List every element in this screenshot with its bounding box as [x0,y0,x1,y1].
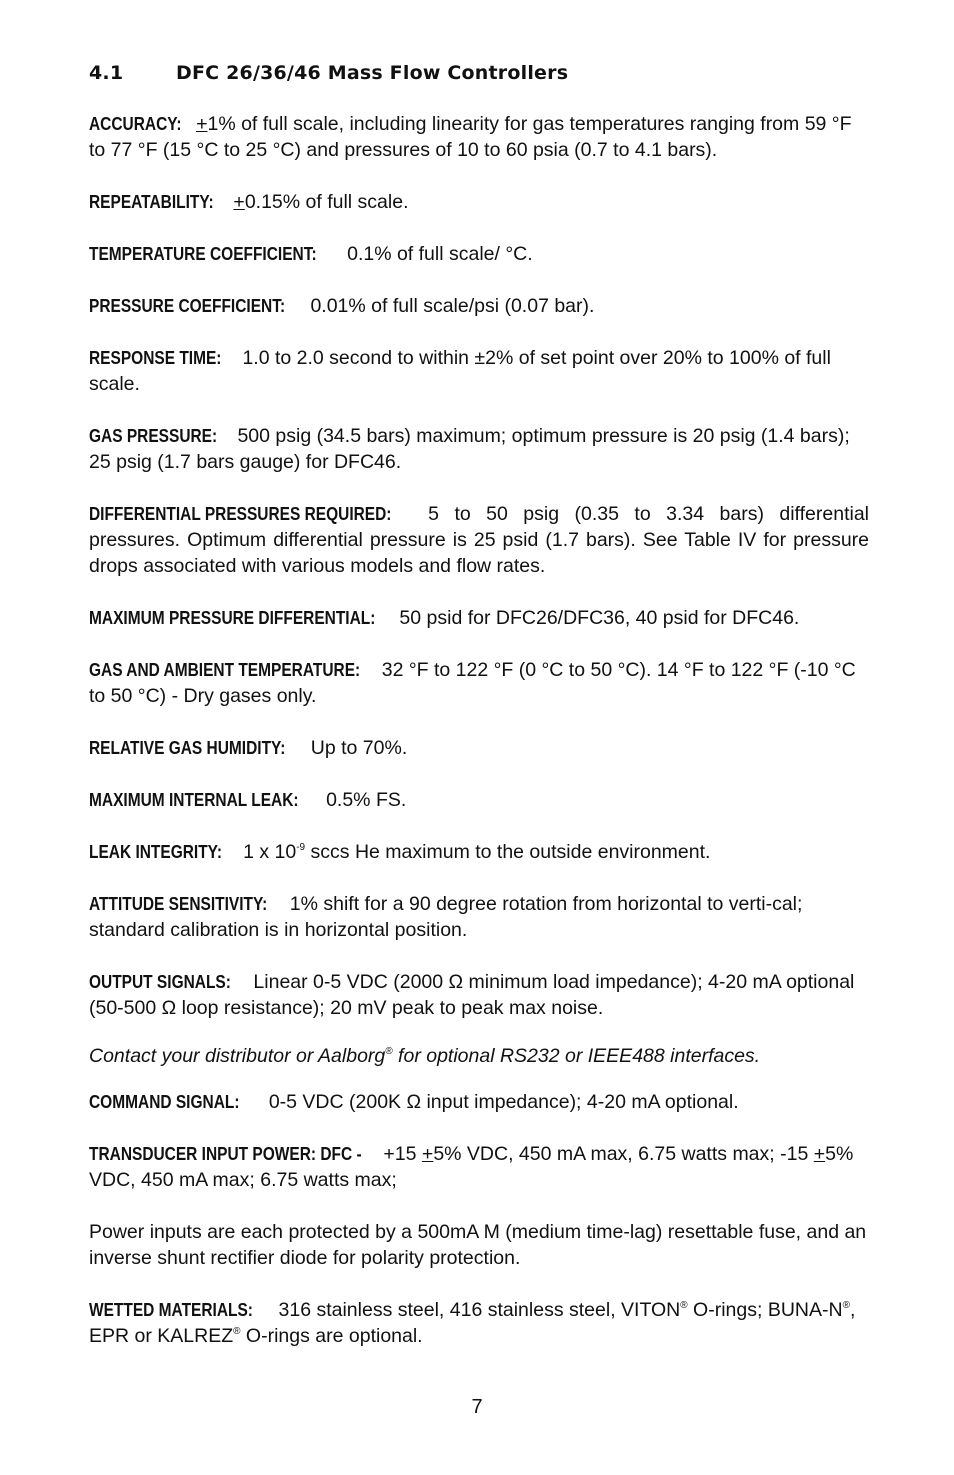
spec-value: 0.1% of full scale/ °C. [347,243,533,265]
spec-value: 5 to 50 psig (0.35 to 3.34 bars) differential pressures. Optimum differential pressure is 25 psid (1.7 bars). See Table IV for pressure drops associated with various models and flow rates. [89,503,869,577]
spec-wetted-materials [89,1297,869,1349]
spec-label: GAS AND AMBIENT TEMPERATURE: [89,660,361,680]
spec-label: RESPONSE TIME: [89,348,222,368]
spec-value: 1.0 to 2.0 second to within ±2% of set point over 20% to 100% of full scale. [89,347,831,395]
plus-minus-symbol: + [233,191,245,213]
spec-repeatability [89,189,869,215]
spec-value: 0-5 VDC (200K Ω input impedance); 4-20 mA optional. [268,1091,739,1113]
spec-value: 5% VDC, 450 mA max, 6.75 watts max; -15 [433,1143,814,1165]
spec-accuracy [89,111,869,163]
spec-transducer-input-power [89,1141,869,1193]
spec-value: , EPR or KALREZ [89,1299,856,1347]
registered-mark: ® [385,1046,393,1057]
plus-minus-symbol: + [421,1143,434,1165]
spec-label: WETTED MATERIALS: [89,1300,253,1320]
spec-value: 32 °F to 122 °F (0 °C to 50 °C). 14 °F to 122 °F (-10 °C to 50 °C) - Dry gases only. [89,659,856,707]
spec-label: ATTITUDE SENSITIVITY: [89,894,268,914]
spec-value: O-rings; BUNA-N [687,1299,843,1321]
spec-label: ACCURACY: [89,114,182,134]
spec-maximum-pressure-differential [89,605,869,631]
spec-response-time [89,345,869,397]
spec-gas-and-ambient-temperature [89,657,869,709]
spec-value: 0.5% FS. [326,789,407,811]
spec-label: GAS PRESSURE: [89,426,218,446]
spec-label: OUTPUT SIGNALS: [89,972,231,992]
spec-label: MAXIMUM PRESSURE DIFFERENTIAL: [89,608,376,628]
section-title: DFC 26/36/46 Mass Flow Controllers [176,62,569,84]
spec-temperature-coefficient [89,241,869,267]
plus-minus-symbol: + [813,1143,826,1165]
spec-value: 316 stainless steel, 416 stainless steel, VITON [278,1299,681,1321]
spec-label: MAXIMUM INTERNAL LEAK: [89,790,299,810]
plus-minus-symbol: + [196,113,208,135]
spec-value: 0.01% of full scale/psi (0.07 bar). [310,295,595,317]
spec-command-signal [89,1089,869,1115]
spec-value: 50 psid for DFC26/DFC36, 40 psid for DFC46. [399,607,800,629]
spec-value: 5% VDC, 450 mA max; 6.75 watts max; [89,1143,854,1191]
spec-label: PRESSURE COEFFICIENT: [89,296,286,316]
spec-relative-gas-humidity [89,735,869,761]
spec-attitude-sensitivity [89,891,869,943]
spec-value: O-rings are optional. [240,1325,423,1347]
spec-value-tail: sccs He maximum to the outside environment. [305,841,711,863]
spec-value: Linear 0-5 VDC (2000 Ω minimum load impedance); 4-20 mA optional (50-500 Ω loop resistance); 20 mV peak to peak max noise. [89,971,855,1019]
note-text: Contact your distributor or Aalborg [89,1045,386,1067]
spec-label: LEAK INTEGRITY: [89,842,223,862]
spec-gas-pressure [89,423,869,475]
section-number: 4.1 [89,62,124,84]
spec-leak-integrity [89,839,869,865]
spec-label: RELATIVE GAS HUMIDITY: [89,738,286,758]
note-text-tail: for optional RS232 or IEEE488 interfaces. [392,1045,761,1067]
spec-output-signals [89,969,869,1021]
spec-value: 500 psig (34.5 bars) maximum; optimum pressure is 20 psig (1.4 bars); 25 psig (1.7 bars gauge) for DFC46. [89,425,850,473]
power-inputs-note [89,1219,869,1271]
contact-note [89,1043,869,1069]
spec-pressure-coefficient [89,293,869,319]
spec-label: DIFFERENTIAL PRESSURES REQUIRED: [89,504,392,524]
registered-mark: ® [842,1300,850,1311]
note-text: Power inputs are each protected by a 500mA M (medium time-lag) resettable fuse, and an inverse shunt rectifier diode for polarity protection. [89,1221,867,1269]
section-heading [89,62,869,84]
registered-mark: ® [233,1326,241,1337]
spec-label: TEMPERATURE COEFFICIENT: [89,244,317,264]
spec-page [89,62,869,1375]
spec-differential-pressures-required [89,501,869,579]
spec-maximum-internal-leak [89,787,869,813]
exponent: -9 [296,842,306,853]
spec-label: REPEATABILITY: [89,192,214,212]
spec-value: 1% shift for a 90 degree rotation from horizontal to verti-cal; standard calibration is in horizontal position. [89,893,803,941]
spec-value: Up to 70%. [310,737,408,759]
page-number: 7 [471,1396,483,1418]
spec-label: COMMAND SIGNAL: [89,1092,240,1112]
spec-value: 1 x 10 [243,841,297,863]
spec-label: TRANSDUCER INPUT POWER: DFC - [89,1144,362,1164]
spec-value: +15 [383,1143,422,1165]
spec-value: 1% of full scale, including linearity for gas temperatures ranging from 59 °F to 77 °F (15 °C to 25 °C) and pressures of 10 to 60 psia (0.7 to 4.1 bars). [89,113,852,161]
spec-value: 0.15% of full scale. [244,191,409,213]
registered-mark: ® [680,1300,688,1311]
